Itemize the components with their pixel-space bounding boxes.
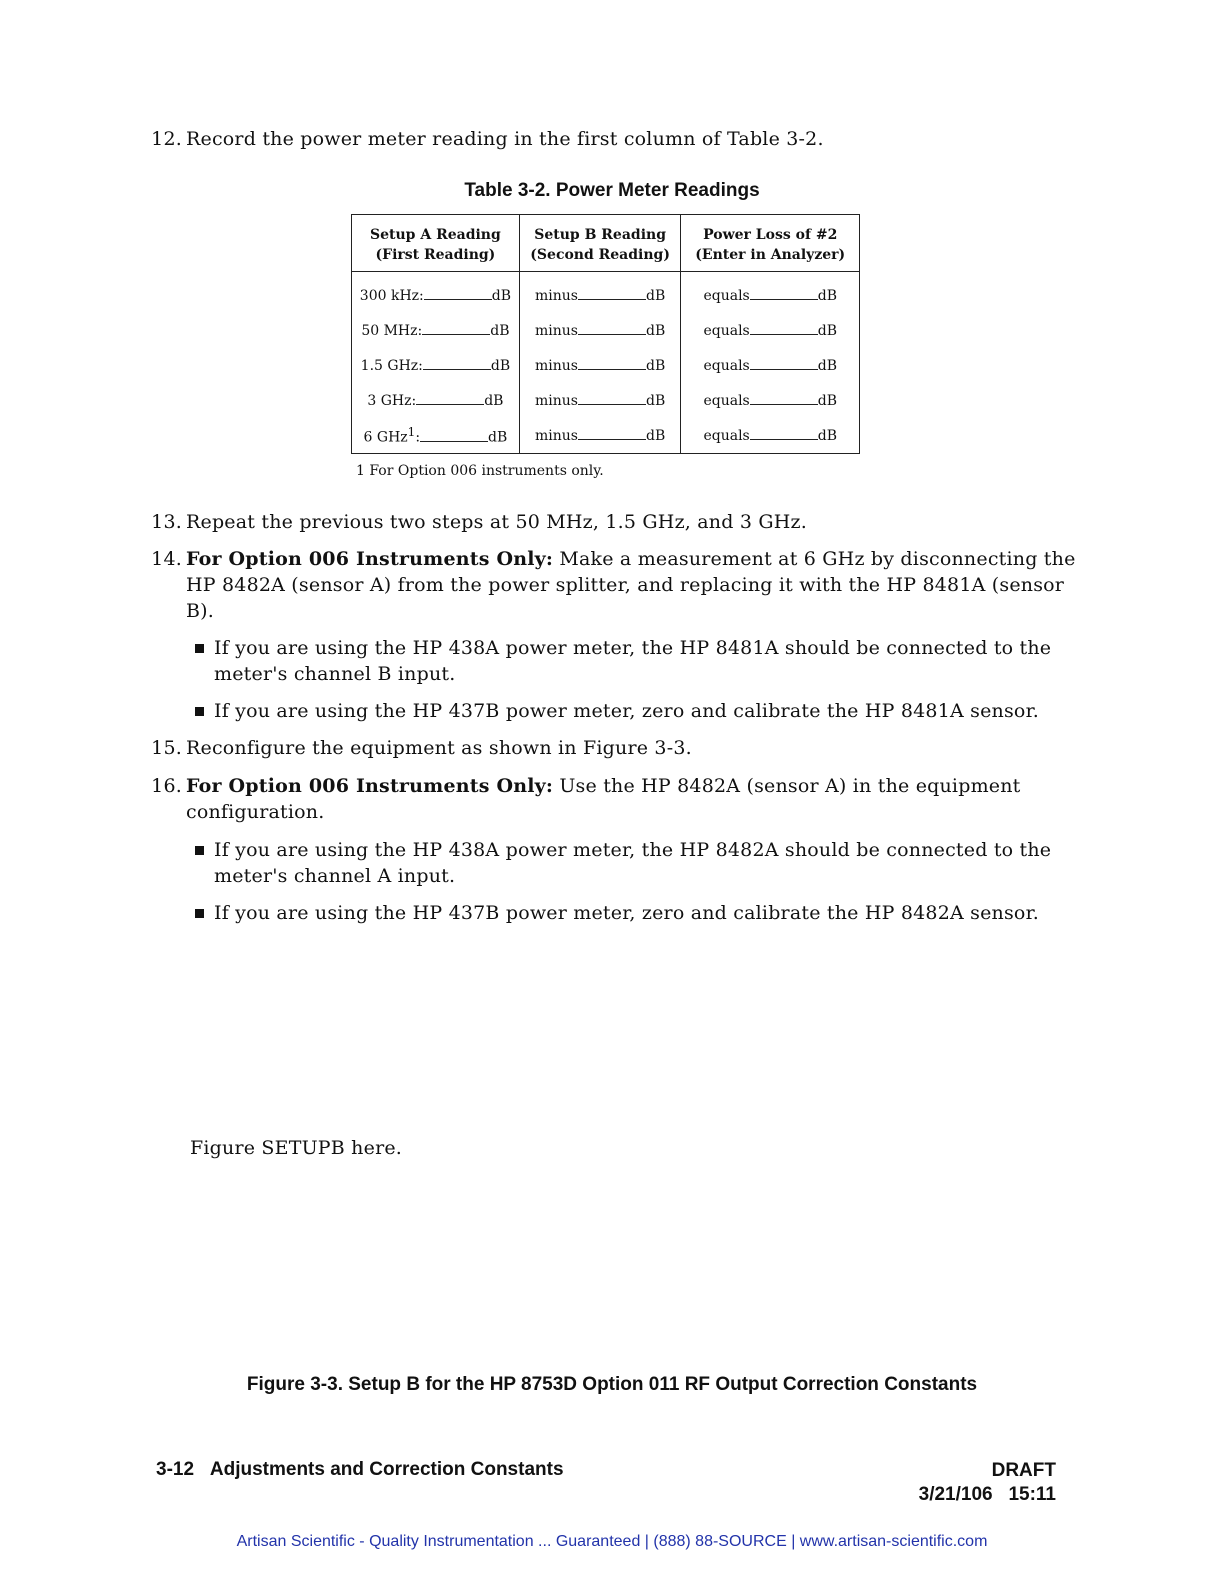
- column-header: Setup B Reading (Second Reading): [519, 215, 681, 272]
- blank-line: [750, 357, 818, 370]
- step-number: 14.: [151, 548, 182, 570]
- step-13: [146, 509, 1066, 535]
- draft-time: 15:11: [1008, 1484, 1056, 1505]
- vendor-banner-link[interactable]: Artisan Scientific - Quality Instrumentation ... Guaranteed | (888) 88-SOURCE | www.artisan-scientific.com: [236, 1533, 988, 1550]
- step-emphasis: For Option 006 Instruments Only:: [186, 775, 554, 797]
- blank-line: [750, 287, 818, 300]
- bullet-square-icon: [195, 644, 204, 653]
- blank-line: [420, 429, 488, 442]
- setup-b-cell: minus dB: [519, 418, 681, 454]
- power-loss-cell: equals dB: [681, 272, 860, 314]
- step-14: [146, 546, 1076, 624]
- table-row: [352, 313, 860, 348]
- step-number: 15.: [151, 737, 182, 759]
- blank-line: [416, 392, 484, 405]
- bullet-square-icon: [195, 707, 204, 716]
- setup-b-cell: minus dB: [519, 272, 681, 314]
- setup-a-cell: 1.5 GHz: dB: [352, 348, 520, 383]
- blank-line: [578, 357, 646, 370]
- step-text: Use the HP 8482A (sensor A) in the equipment: [559, 775, 1021, 797]
- setup-a-cell: 50 MHz: dB: [352, 313, 520, 348]
- setup-a-cell: 3 GHz: dB: [352, 383, 520, 418]
- footnote-marker: 1: [407, 425, 416, 440]
- blank-line: [423, 357, 491, 370]
- step-text: B).: [186, 600, 215, 622]
- bullet-item: If you are using the HP 438A power meter, the HP 8481A should be connected to the meter's channel B input.: [195, 635, 1075, 687]
- setup-a-cell: 300 kHz: dB: [352, 272, 520, 314]
- step-number: 12.: [151, 128, 182, 150]
- table-caption: Table 3-2. Power Meter Readings: [464, 180, 760, 201]
- power-meter-table: [351, 214, 860, 454]
- figure-caption: Figure 3-3. Setup B for the HP 8753D Option 011 RF Output Correction Constants: [246, 1374, 978, 1395]
- draft-label: DRAFT: [991, 1460, 1056, 1481]
- step-text: configuration.: [186, 801, 325, 823]
- step-16: [146, 773, 1066, 825]
- power-loss-cell: equals dB: [681, 313, 860, 348]
- step-text: Repeat the previous two steps at 50 MHz, 1.5 GHz, and 3 GHz.: [186, 511, 807, 533]
- setup-b-cell: minus dB: [519, 348, 681, 383]
- step-number: 16.: [151, 775, 182, 797]
- step-emphasis: For Option 006 Instruments Only:: [186, 548, 554, 570]
- power-loss-cell: equals dB: [681, 348, 860, 383]
- blank-line: [750, 427, 818, 440]
- column-header: Setup A Reading (First Reading): [352, 215, 520, 272]
- draft-date: 3/21/106: [918, 1484, 993, 1505]
- step-number: 13.: [151, 511, 182, 533]
- step-12: [146, 126, 1066, 152]
- step-text: Make a measurement at 6 GHz by disconnecting the: [559, 548, 1076, 570]
- blank-line: [578, 427, 646, 440]
- setup-b-cell: minus dB: [519, 313, 681, 348]
- step-15: [146, 735, 1066, 761]
- blank-line: [578, 392, 646, 405]
- page-footer-right: [919, 1459, 1056, 1507]
- bullet-item: If you are using the HP 438A power meter, the HP 8482A should be connected to the meter's channel A input.: [195, 837, 1075, 889]
- step-text: Reconfigure the equipment as shown in Figure 3-3.: [186, 737, 692, 759]
- figure-placeholder: Figure SETUPB here.: [190, 1137, 403, 1159]
- step-text: HP 8482A (sensor A) from the power splitter, and replacing it with the HP 8481A (sensor: [186, 574, 1065, 596]
- blank-line: [750, 322, 818, 335]
- table-row: [352, 272, 860, 314]
- bullet-square-icon: [195, 846, 204, 855]
- blank-line: [422, 322, 490, 335]
- bullet-item: If you are using the HP 437B power meter, zero and calibrate the HP 8482A sensor.: [195, 900, 1075, 926]
- table-row: [352, 383, 860, 418]
- table-footnote: 1 For Option 006 instruments only.: [356, 463, 604, 479]
- table-row: [352, 418, 860, 454]
- bullet-square-icon: [195, 909, 204, 918]
- bullet-item: If you are using the HP 437B power meter, zero and calibrate the HP 8481A sensor.: [195, 698, 1075, 724]
- step-text: Record the power meter reading in the first column of Table 3-2.: [186, 128, 824, 150]
- blank-line: [578, 322, 646, 335]
- blank-line: [424, 287, 492, 300]
- section-title: Adjustments and Correction Constants: [209, 1459, 564, 1480]
- power-loss-cell: equals dB: [681, 383, 860, 418]
- blank-line: [578, 287, 646, 300]
- page-number: 3-12: [156, 1459, 195, 1480]
- power-loss-cell: equals dB: [681, 418, 860, 454]
- setup-b-cell: minus dB: [519, 383, 681, 418]
- page-footer-left: [156, 1459, 564, 1481]
- column-header: Power Loss of #2 (Enter in Analyzer): [681, 215, 860, 272]
- setup-a-cell: 6 GHz$^1$: dB: [352, 418, 520, 454]
- table-row: [352, 348, 860, 383]
- table-header-row: [352, 215, 860, 272]
- blank-line: [750, 392, 818, 405]
